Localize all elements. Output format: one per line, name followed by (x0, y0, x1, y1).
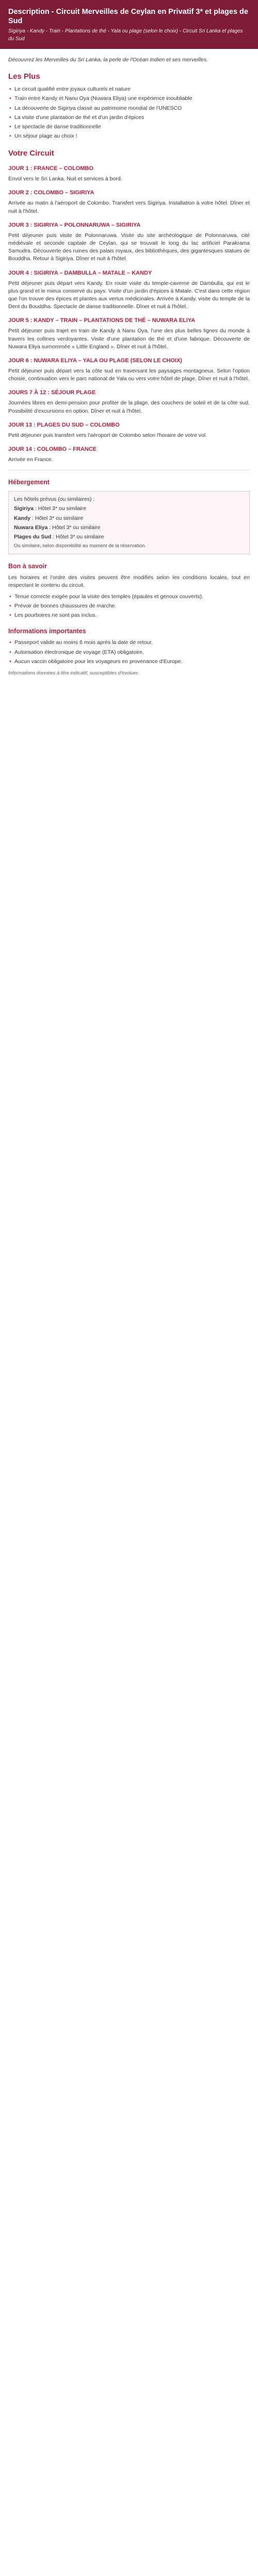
section-title-bon-a-savoir: Bon à savoir (8, 563, 47, 570)
day-text: Arrivée en France. (8, 456, 53, 463)
list-item: • Aucun vaccin obligatoire pour les voyageurs en provenance d'Europe. (8, 658, 250, 666)
list-item: • Train entre Kandy et Nanu Oya (Nuwara Eliya) une expérience inoubliable (8, 95, 250, 103)
list-item: • Un séjour plage au choix ! (8, 132, 250, 140)
hotel-name: Hôtel 3* ou similaire (35, 515, 84, 521)
list-item: • Autorisation électronique de voyage (ETA) obligatoire. (8, 649, 250, 656)
list-item: • Prévoir de bonnes chaussures de marche. (8, 602, 250, 610)
hotel-item: Plages du Sud : Hôtel 3* ou similaire (14, 534, 104, 540)
day-title: JOUR 4 : SIGIRIYA – DAMBULLA – MATALE – KANDY (8, 269, 152, 276)
day-text: Petit déjeuner puis départ vers la côte sud en traversant les paysages montagneux. Selon l'option choisie, continuation vers le parc national de Yala ou vers votre hôtel de plage. Dîner et nuit à l'hôtel. (8, 367, 250, 382)
list-item: • La visite d'une plantation de thé et d'un jardin d'épices (8, 114, 250, 122)
day-text: Petit déjeuner puis départ vers Kandy. En route visite du temple-caverne de Dambulla, qui est le plus grand et le mieux conservé du pays. Visite d'un jardin d'épices à Matale. C'est dans cette région que l'on trouve des épices et plantes aux vertus médicinales. Arrivée à Kandy, visite du temple de la Dent du Bouddha. Spectacle de danse traditionnelle. Dîner et nuit à l'hôtel. (8, 280, 250, 310)
hotels-box (8, 491, 250, 554)
day-text: Envol vers le Sri Lanka. Nuit et services à bord. (8, 176, 122, 182)
day-title: JOUR 14 : COLOMBO – FRANCE (8, 446, 97, 452)
day-text: Arrivée au matin à l'aéroport de Colombo. Transfert vers Sigiriya. Installation à votre hôtel. Dîner et nuit à l'hôtel. (8, 200, 250, 214)
breadcrumb: Sigiriya - Kandy - Train - Plantations de thé - Yala ou plage (selon le choix) - Circuit Sri Lanka et plages du Sud (8, 28, 243, 42)
section-title-hebergement: Hébergement (8, 479, 50, 486)
day-text: Petit déjeuner puis trajet en train de Kandy à Nanu Oya, l'une des plus belles lignes du monde à travers les collines verdoyantes. Visite d'une plantation de thé et d'une fabrique. Découverte de Nuwara Eliya surnommée « Little England ». Dîner et nuit à l'hôtel. (8, 328, 250, 350)
bon-a-savoir-list (8, 593, 250, 620)
list-item: • Les pourboires ne sont pas inclus. (8, 612, 250, 619)
info-closing-note: Informations données à titre indicatif, susceptibles d'évoluer. (8, 670, 139, 676)
hotel-city: Plages du Sud (14, 534, 52, 540)
list-item: • Le spectacle de danse traditionnelle (8, 123, 250, 131)
section-title-les-plus: Les Plus (8, 72, 40, 81)
hotel-city: Kandy (14, 515, 31, 521)
day-title: JOUR 1 : FRANCE – COLOMBO (8, 165, 94, 172)
infos-list (8, 639, 250, 666)
section-title-votre-circuit: Votre Circuit (8, 148, 54, 158)
day-title: JOUR 6 : NUWARA ELIYA – YALA OU PLAGE (SELON LE CHOIX) (8, 358, 182, 364)
les-plus-list (8, 86, 250, 140)
day-title: JOUR 13 : PLAGES DU SUD – COLOMBO (8, 421, 120, 428)
page-title: Description - Circuit Merveilles de Ceylan en Privatif 3* et plages de Sud (8, 8, 248, 26)
intro-text: Découvrez les Merveilles du Sri Lanka, la perle de l'Océan Indien et ses merveilles. (8, 57, 208, 63)
hotel-city: Sigiriya (14, 505, 34, 512)
hotel-item: Nuwara Eliya : Hôtel 3* ou similaire (14, 524, 101, 531)
hotel-name: Hôtel 3* ou similaire (52, 524, 101, 531)
hotel-item: Kandy : Hôtel 3* ou similaire (14, 515, 84, 521)
hero-banner (0, 0, 258, 49)
day-title: JOUR 5 : KANDY – TRAIN – PLANTATIONS DE THÉ – NUWARA ELIYA (8, 317, 196, 324)
day-text: Petit déjeuner puis transfert vers l'aéroport de Colombo selon l'horaire de votre vol. (8, 432, 207, 438)
day-list (8, 165, 250, 464)
day-title: JOUR 2 : COLOMBO – SIGIRIYA (8, 190, 94, 196)
day-text: Petit déjeuner puis visite de Polonnaruwa. Visite du site archéologique de Polonnaruwa, cité médiévale et seconde capitale de Ceylan, qui se trouvait le long du lac artificiel Parakrama Samudra. Découverte des ruines des palais royaux, des bibliothèques, des gigantesques statues de Bouddha. Retour à Sigiriya. Dîner et nuit à l'hôtel. (8, 232, 250, 262)
hotel-city: Nuwara Eliya (14, 524, 48, 531)
hotels-note: Ou similaire, selon disponibilité au moment de la réservation. (14, 543, 147, 549)
hotel-name: Hôtel 3* ou similaire (56, 534, 104, 540)
list-item: • La découverte de Sigiriya classé au patrimoine mondial de l'UNESCO (8, 105, 250, 112)
main-content (0, 49, 258, 687)
hotels-intro: Les hôtels prévus (ou similaires) : (14, 496, 95, 503)
section-title-infos: Informations importantes (8, 628, 86, 635)
bon-a-savoir-text: Les horaires et l'ordre des visites peuvent être modifiés selon les conditions locales, tout en respectant le contenu du circuit. (8, 574, 250, 589)
hotel-name: Hôtel 3* ou similaire (38, 505, 87, 512)
day-text: Journées libres en demi-pension pour profiter de la plage, des couchers de soleil et de la côte sud. Possibilité d'excursions en option. Dîner et nuit à l'hôtel. (8, 400, 250, 414)
day-title: JOURS 7 À 12 : SÉJOUR PLAGE (8, 389, 96, 396)
hotel-item: Sigiriya : Hôtel 3* ou similaire (14, 505, 87, 512)
list-item: • Le circuit qualifié entre joyaux culturels et nature (8, 86, 250, 93)
list-item: • Tenue correcte exigée pour la visite des temples (épaules et genoux couverts). (8, 593, 250, 601)
day-title: JOUR 3 : SIGIRIYA – POLONNARUWA – SIGIRIYA (8, 222, 141, 228)
list-item: • Passeport valide au moins 6 mois après la date de retour. (8, 639, 250, 647)
